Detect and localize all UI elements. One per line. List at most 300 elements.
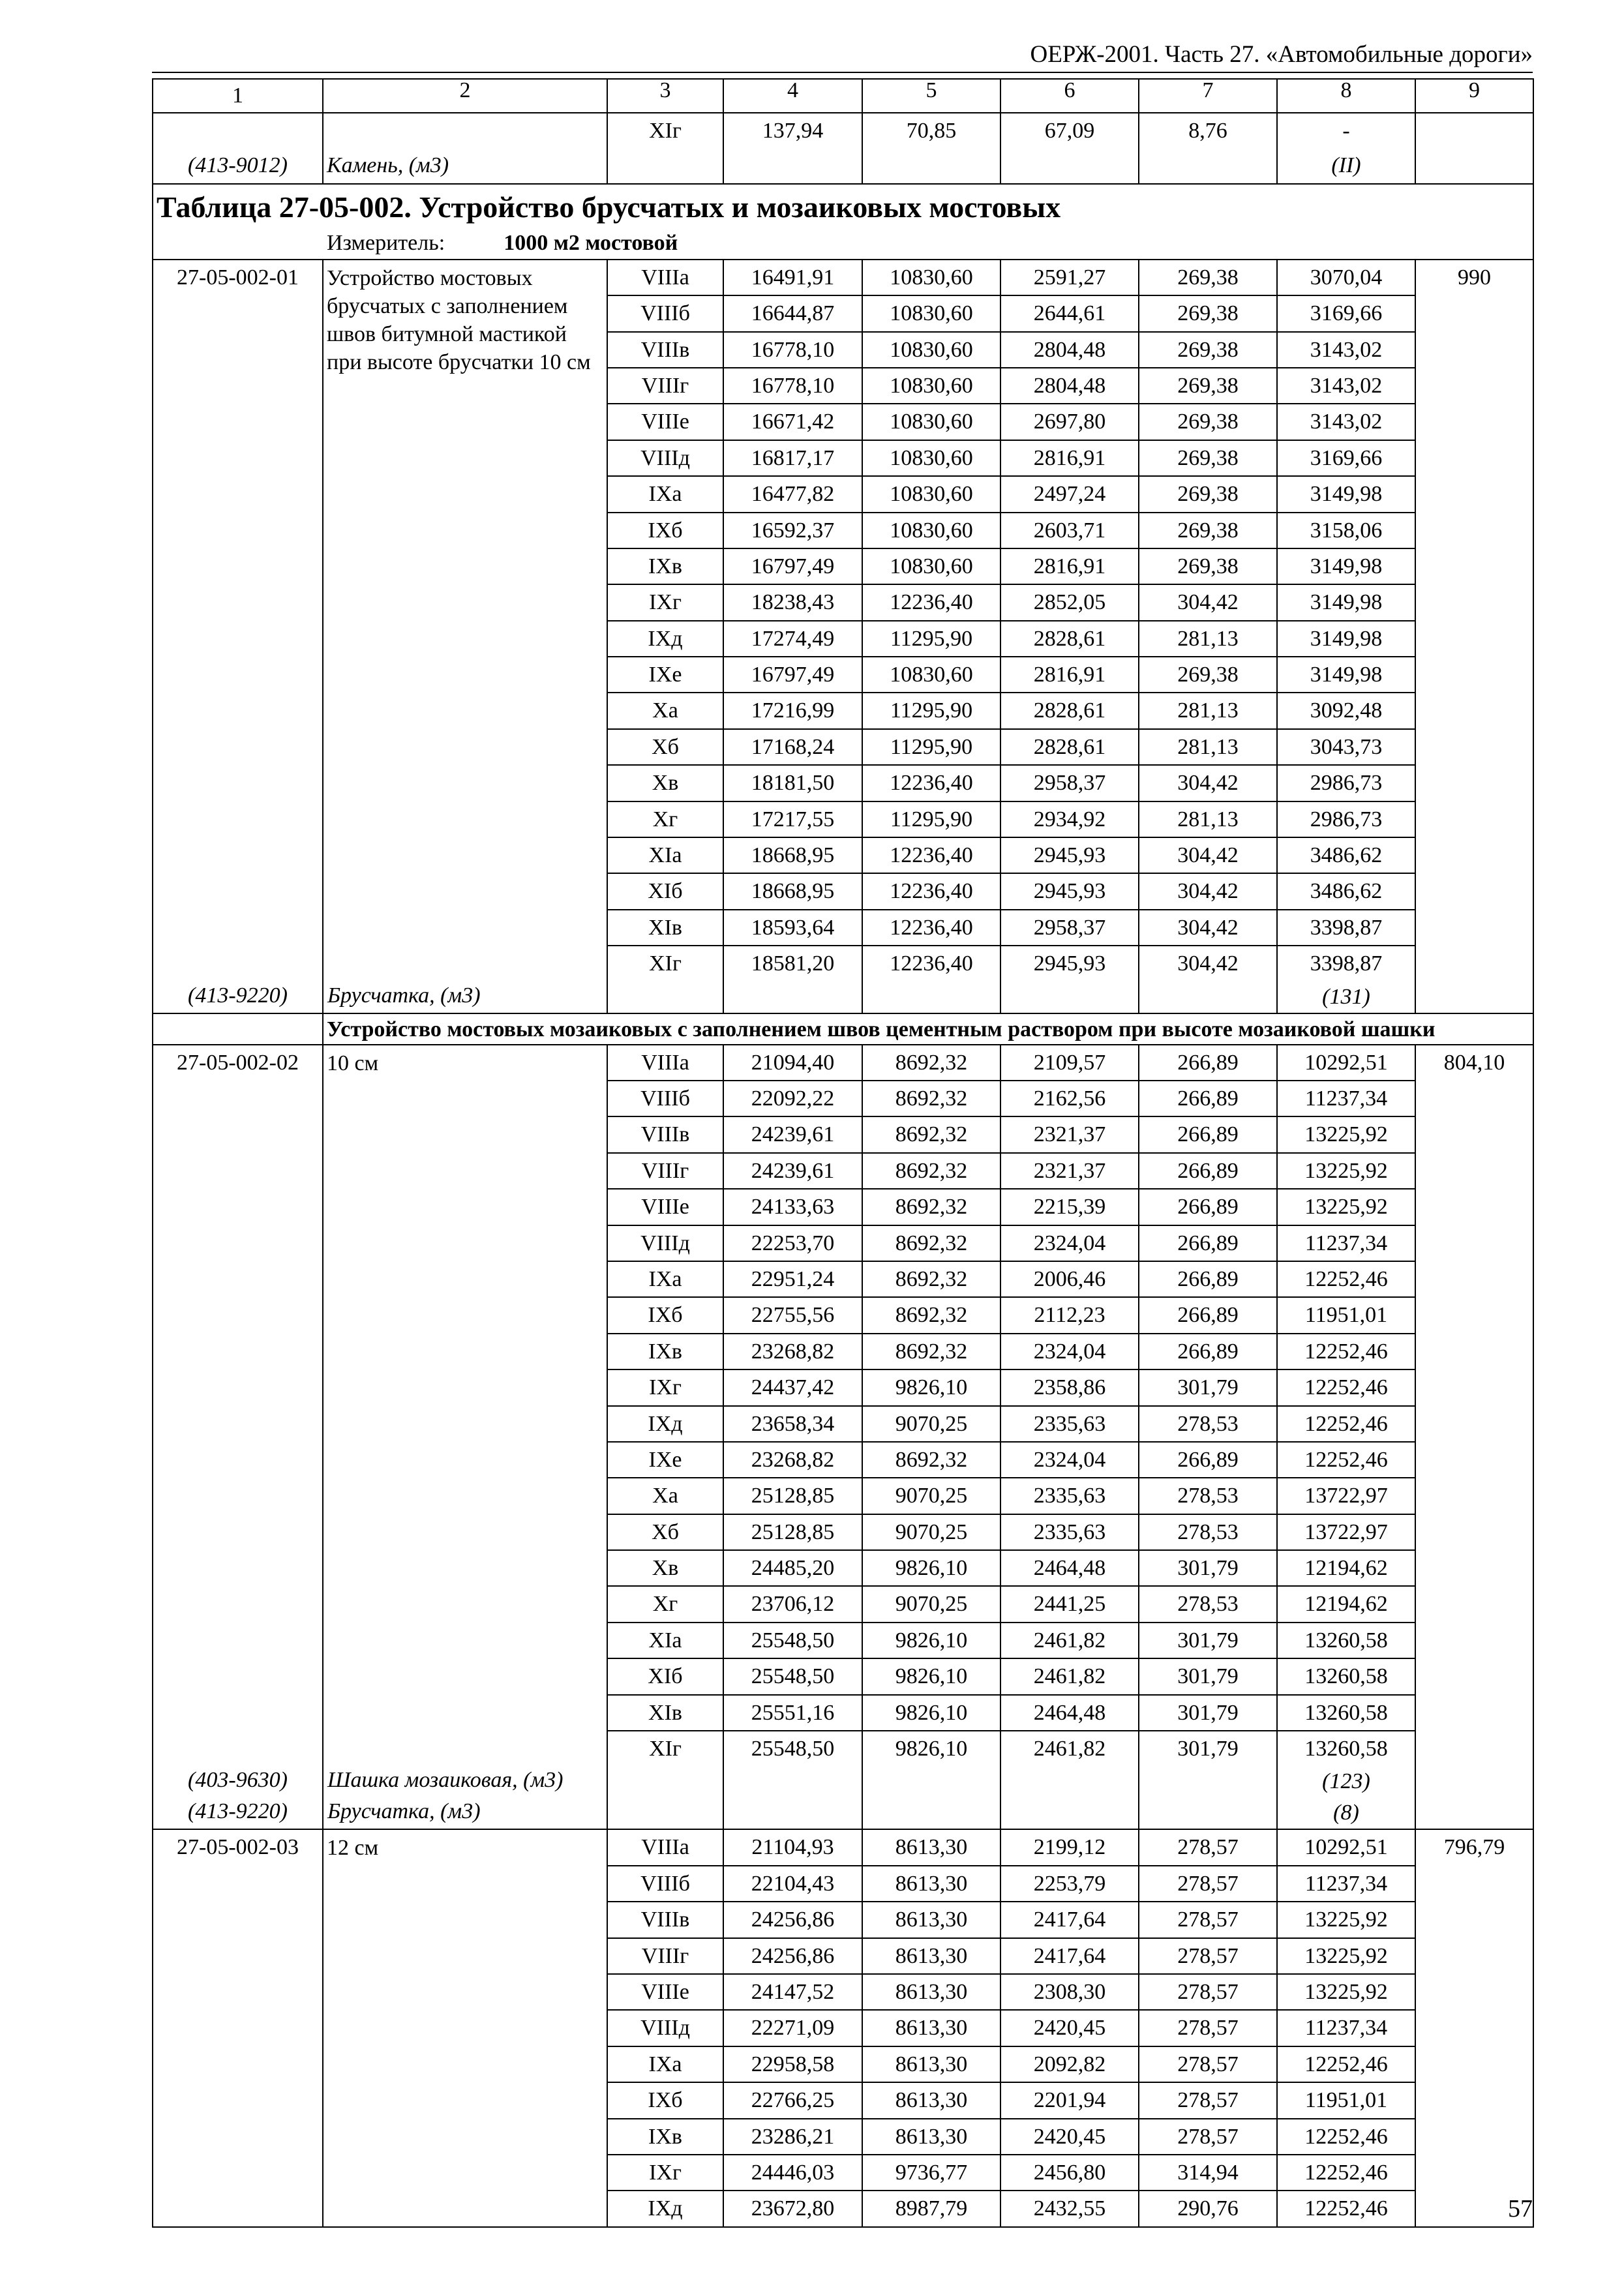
materials-value: 3398,87 [1278, 910, 1415, 946]
materials-value: 3169,66 [1278, 441, 1415, 477]
machinist-wages-value: 301,79 [1139, 1659, 1276, 1695]
wages-value: 10830,60 [863, 477, 1000, 513]
total-cost-value: 23268,82 [724, 1443, 862, 1478]
wages-value: 9736,77 [863, 2155, 1000, 2191]
page-number: 57 [1508, 2195, 1533, 2222]
total-cost-value: 22253,70 [724, 1226, 862, 1262]
materials-value: 11951,01 [1278, 1298, 1415, 1334]
top-block-machines [1000, 113, 1139, 184]
machinist-wages-value: 278,53 [1139, 1478, 1276, 1514]
total-cost-value: 21104,93 [724, 1830, 862, 1866]
s1-code-cell [153, 260, 323, 1013]
machinist-wages-value: 266,89 [1139, 1154, 1276, 1189]
machines-value: 2253,79 [1001, 1866, 1138, 1902]
col-num-1: 1 [153, 79, 323, 113]
total-cost-value: 23706,12 [724, 1587, 862, 1623]
materials-value: 3143,02 [1278, 368, 1415, 404]
wages-value: 8692,32 [863, 1334, 1000, 1370]
wages-value: 8613,30 [863, 1939, 1000, 1975]
machinist-wages-value: 301,79 [1139, 1370, 1276, 1406]
materials-value: 10292,51 [1278, 1045, 1415, 1081]
zone-class-value: IXг [608, 1370, 723, 1406]
machinist-wages-value: 266,89 [1139, 1045, 1276, 1081]
wages-value: 10830,60 [863, 657, 1000, 693]
machines-value: 2828,61 [1001, 730, 1138, 766]
machines-value: 2112,23 [1001, 1298, 1138, 1334]
materials-value: 3092,48 [1278, 693, 1415, 729]
wages-value: 9070,25 [863, 1587, 1000, 1623]
machines-value: 2958,37 [1001, 766, 1138, 801]
machines-value: 2092,82 [1001, 2047, 1138, 2083]
machinist-wages-value: 281,13 [1139, 802, 1276, 838]
zone-class-value: VIIIг [608, 1154, 723, 1189]
total-cost-value: 16644,87 [724, 296, 862, 332]
wages-value: 9070,25 [863, 1478, 1000, 1514]
machines-value: 2497,24 [1001, 477, 1138, 513]
s2-col7 [1139, 1045, 1277, 1830]
zone-class-value: VIIIг [608, 368, 723, 404]
wages-value: 11295,90 [863, 621, 1000, 657]
machines-value: 2308,30 [1001, 1975, 1138, 2011]
machines-value: 2420,45 [1001, 2011, 1138, 2046]
resource-code: (413-9012) [188, 153, 288, 178]
col-num-6: 6 [1000, 79, 1139, 113]
total-cost-value: 17274,49 [724, 621, 862, 657]
machines-value: 2591,27 [1001, 260, 1138, 296]
zone-class-value: VIIIе [608, 1189, 723, 1225]
zone-class-value: VIIIд [608, 2011, 723, 2046]
section-3 [153, 1829, 1533, 2226]
machines-value: 2162,56 [1001, 1081, 1138, 1117]
machinist-wages-value: 278,57 [1139, 1902, 1276, 1938]
machinist-wages-value: 301,79 [1139, 1551, 1276, 1587]
zone-class-value: VIIIг [608, 1939, 723, 1975]
section-1 [153, 260, 1533, 1013]
machines-value: 2417,64 [1001, 1902, 1138, 1938]
machinist-wages-value: 266,89 [1139, 1262, 1276, 1298]
col-num-4: 4 [723, 79, 862, 113]
wages-value: 8692,32 [863, 1226, 1000, 1262]
wages-value: 8692,32 [863, 1081, 1000, 1117]
machinist-wages-value: 278,57 [1139, 2083, 1276, 2119]
wages-value: 12236,40 [863, 838, 1000, 874]
machinist-wages-value: 269,38 [1139, 441, 1276, 477]
s3-code-cell [153, 1829, 323, 2226]
top-block [153, 113, 1533, 184]
wages-value: 8692,32 [863, 1443, 1000, 1478]
materials-value: 3143,02 [1278, 404, 1415, 440]
machines-value: 2461,82 [1033, 1737, 1106, 1761]
machinist-wages-value: 304,42 [1139, 838, 1276, 874]
s3-name-cell [323, 1829, 607, 2226]
wages-value: 8613,30 [863, 2083, 1000, 2119]
zone-class-value: Xг [608, 802, 723, 838]
machines-value: 2461,82 [1001, 1659, 1138, 1695]
total-cost-value: 24485,20 [724, 1551, 862, 1587]
materials-value: 13260,58 [1278, 1623, 1415, 1659]
s2-col4 [723, 1045, 862, 1830]
materials-value: 3149,98 [1278, 585, 1415, 621]
s2-code-cell [153, 1045, 323, 1830]
machines-value: 2461,82 [1001, 1623, 1138, 1659]
zone-class-value: IXа [608, 477, 723, 513]
total-cost-value: 16491,91 [724, 260, 862, 296]
total-cost-value: 25548,50 [751, 1737, 835, 1761]
machines-value: 2215,39 [1001, 1189, 1138, 1225]
machines-value: 2420,45 [1001, 2119, 1138, 2155]
materials-value: 3149,98 [1278, 657, 1415, 693]
zone-class-value: VIIIб [608, 1081, 723, 1117]
wages-value: 10830,60 [863, 368, 1000, 404]
column-number-row [153, 79, 1533, 113]
machines-value: 2109,57 [1001, 1045, 1138, 1081]
total-cost-value: 25548,50 [724, 1623, 862, 1659]
zone-class-value: IXг [608, 585, 723, 621]
materials-value: 2986,73 [1278, 766, 1415, 801]
machinist-wages-value: 266,89 [1139, 1298, 1276, 1334]
machinist-wages-value: 266,89 [1139, 1189, 1276, 1225]
labor-value: 796,79 [1443, 1835, 1505, 1860]
machines-value: 2804,48 [1001, 368, 1138, 404]
zone-class-value: XIг [649, 951, 682, 976]
zone-class-value: XIб [608, 1659, 723, 1695]
wages-value: 9826,10 [863, 1370, 1000, 1406]
machinist-wages-value: 281,13 [1139, 693, 1276, 729]
s2-name-cell [323, 1045, 607, 1830]
wages-value: 10830,60 [863, 333, 1000, 368]
machinist-wages-value: 269,38 [1139, 333, 1276, 368]
s1-col4 [723, 260, 862, 1013]
zone-class-value: Xв [608, 766, 723, 801]
machinist-wages-value: 269,38 [1139, 513, 1276, 549]
table-title-cell [153, 184, 1533, 260]
machines-value: 2828,61 [1001, 693, 1138, 729]
machines-value: 2324,04 [1001, 1334, 1138, 1370]
zone-class-value: IXе [608, 657, 723, 693]
materials-value: 12252,46 [1304, 2196, 1388, 2221]
norm-code: 27-05-002-03 [177, 1835, 299, 1860]
machinist-wages-value: 269,38 [1139, 657, 1276, 693]
s3-col6 [1000, 1829, 1139, 2226]
machinist-wages-value: 266,89 [1139, 1117, 1276, 1153]
measure-line [157, 228, 1533, 259]
machinist-wages-value: 269,38 [1139, 368, 1276, 404]
total-cost-value: 25548,50 [724, 1659, 862, 1695]
total-cost-value: 16817,17 [724, 441, 862, 477]
machines-value: 2945,93 [1033, 951, 1106, 976]
s3-col7 [1139, 1829, 1277, 2226]
machinist-wages-value: 278,57 [1139, 2119, 1276, 2155]
wages-value: 12236,40 [890, 951, 973, 976]
wages-value: 10830,60 [863, 513, 1000, 549]
zone-class-value: IXв [608, 549, 723, 585]
col-num-5: 5 [862, 79, 1000, 113]
machines-value: 2697,80 [1001, 404, 1138, 440]
resource-qty: (8) [1333, 1801, 1359, 1825]
machines-value: 2006,46 [1001, 1262, 1138, 1298]
labor-value: 990 [1458, 265, 1491, 290]
total-cost-value: 24446,03 [724, 2155, 862, 2191]
zone-class-value: VIIIа [608, 1045, 723, 1081]
zone-class-value: XIв [608, 1696, 723, 1731]
zone-class-value: Xа [608, 1478, 723, 1514]
s2-col9 [1415, 1045, 1533, 1830]
machinist-wages-value: 269,38 [1139, 404, 1276, 440]
wages-value: 10830,60 [863, 260, 1000, 296]
total-cost-value: 24256,86 [724, 1939, 862, 1975]
wages-value: 8613,30 [863, 1830, 1000, 1866]
s2-col6 [1000, 1045, 1139, 1830]
total-cost-value: 16592,37 [724, 513, 862, 549]
zone-class-value: IXб [608, 513, 723, 549]
section-2 [153, 1045, 1533, 1830]
total-cost-value: 24147,52 [724, 1975, 862, 2011]
machines-value: 2335,63 [1001, 1515, 1138, 1551]
machinist-wages-value: 269,38 [1139, 260, 1276, 296]
top-block-code-cell [153, 113, 323, 184]
s3-col8 [1277, 1829, 1415, 2226]
materials-value: 10292,51 [1278, 1830, 1415, 1866]
total-cost-value: 18181,50 [724, 766, 862, 801]
machines-value: 2324,04 [1001, 1226, 1138, 1262]
total-cost-value: 16797,49 [724, 549, 862, 585]
total-cost-value: 24239,61 [724, 1117, 862, 1153]
total-cost-value: 17217,55 [724, 802, 862, 838]
s3-col9 [1415, 1829, 1533, 2226]
total-cost-value: 22755,56 [724, 1298, 862, 1334]
norm-name: 10 см [327, 1051, 379, 1075]
machinist-wages-value: 301,79 [1139, 1623, 1276, 1659]
zone-class-value: VIIIд [608, 1226, 723, 1262]
materials-value: 3486,62 [1278, 874, 1415, 910]
materials-value: 3149,98 [1278, 477, 1415, 513]
total-cost-value: 22958,58 [724, 2047, 862, 2083]
resource-code: (413-9220) [188, 983, 288, 1008]
wages-value: 10830,60 [863, 296, 1000, 332]
resource-code: (413-9220) [188, 1799, 288, 1824]
total-cost-value: 16671,42 [724, 404, 862, 440]
zone-class-value: IXг [608, 2155, 723, 2191]
total-cost-value: 18238,43 [724, 585, 862, 621]
materials-value: 12194,62 [1278, 1551, 1415, 1587]
zone-class-value: XIв [608, 910, 723, 946]
zone-class: XIг [649, 119, 682, 143]
s1-name-cell [323, 260, 607, 1013]
machines-value: 2816,91 [1001, 441, 1138, 477]
machinist-wages-value: 266,89 [1139, 1334, 1276, 1370]
machines-value: 2958,37 [1001, 910, 1138, 946]
measure-label: Измеритель: [327, 230, 445, 255]
zone-class-value: VIIIе [608, 1975, 723, 2011]
header-rule [152, 72, 1533, 73]
wages-value: 8613,30 [863, 2011, 1000, 2046]
zone-class-value: Xб [608, 1515, 723, 1551]
machines-value: 2644,61 [1001, 296, 1138, 332]
total-cost-value: 16797,49 [724, 657, 862, 693]
machinist-wages-value: 281,13 [1139, 621, 1276, 657]
total-cost-value: 22951,24 [724, 1262, 862, 1298]
zone-class-value: VIIIа [608, 260, 723, 296]
total-cost-value: 24133,63 [724, 1189, 862, 1225]
machinist-wages-value: 269,38 [1139, 477, 1276, 513]
total-cost-value: 25551,16 [724, 1696, 862, 1731]
total-cost-value: 24437,42 [724, 1370, 862, 1406]
price-table [152, 78, 1534, 2228]
machinist-wages-value: 266,89 [1139, 1443, 1276, 1478]
subheading-row [153, 1013, 1533, 1045]
value: 8,76 [1188, 119, 1227, 143]
total-cost-value: 22271,09 [724, 2011, 862, 2046]
total-cost-value: 18668,95 [724, 838, 862, 874]
materials-value: 11237,34 [1278, 1866, 1415, 1902]
s2-col8 [1277, 1045, 1415, 1830]
machinist-wages-value: 281,13 [1139, 730, 1276, 766]
materials-value: 3169,66 [1278, 296, 1415, 332]
total-cost-value: 23672,80 [751, 2196, 835, 2221]
machinist-wages-value: 301,79 [1177, 1737, 1239, 1761]
norm-name: Устройство мостовых брусчатых с заполнением швов битумной мастикой при высоте брусчатки 10 см [327, 265, 591, 374]
s1-col6 [1000, 260, 1139, 1013]
machinist-wages-value: 301,79 [1139, 1696, 1276, 1731]
s1-col3 [607, 260, 723, 1013]
wages-value: 9826,10 [863, 1696, 1000, 1731]
norm-code: 27-05-002-01 [177, 265, 299, 290]
machinist-wages-value: 304,42 [1139, 766, 1276, 801]
zone-class-value: VIIIв [608, 1902, 723, 1938]
col-num-7: 7 [1139, 79, 1277, 113]
machinist-wages-value: 304,42 [1139, 874, 1276, 910]
wages-value: 8613,30 [863, 2047, 1000, 2083]
total-cost-value: 21094,40 [724, 1045, 862, 1081]
machinist-wages-value: 266,89 [1139, 1081, 1276, 1117]
wages-value: 8987,79 [895, 2196, 968, 2221]
norm-code: 27-05-002-02 [177, 1050, 299, 1075]
zone-class-value: Xб [608, 730, 723, 766]
materials-value: 13260,58 [1278, 1696, 1415, 1731]
col-num-3: 3 [607, 79, 723, 113]
materials-value: 12252,46 [1278, 1443, 1415, 1478]
zone-class-value: VIIIа [608, 1830, 723, 1866]
zone-class-value: XIг [649, 1737, 682, 1761]
machines-value: 2321,37 [1001, 1117, 1138, 1153]
machines-value: 2828,61 [1001, 621, 1138, 657]
s1-col8 [1277, 260, 1415, 1013]
wages-value: 12236,40 [863, 585, 1000, 621]
s3-col3 [607, 1829, 723, 2226]
total-cost-value: 25128,85 [724, 1515, 862, 1551]
materials-value: 12252,46 [1278, 1262, 1415, 1298]
wages-value: 12236,40 [863, 910, 1000, 946]
top-block-wages [862, 113, 1000, 184]
s1-col9 [1415, 260, 1533, 1013]
top-block-name-cell [323, 113, 607, 184]
wages-value: 10830,60 [863, 404, 1000, 440]
machinist-wages-value: 269,38 [1139, 549, 1276, 585]
resource-name: Камень, (м3) [327, 153, 449, 178]
materials-value: 13260,58 [1304, 1737, 1388, 1761]
subheading-blank [153, 1013, 323, 1045]
s1-col7 [1139, 260, 1277, 1013]
machines-value: 2852,05 [1001, 585, 1138, 621]
wages-value: 12236,40 [863, 874, 1000, 910]
machines-value: 2441,25 [1001, 1587, 1138, 1623]
materials-value: 12252,46 [1278, 2155, 1415, 2191]
zone-class-value: IXд [608, 621, 723, 657]
materials-value: 13225,92 [1278, 1975, 1415, 2011]
materials-value: 3486,62 [1278, 838, 1415, 874]
machines-value: 2335,63 [1001, 1478, 1138, 1514]
wages-value: 9070,25 [863, 1407, 1000, 1443]
materials-value: 3149,98 [1278, 549, 1415, 585]
resource-name: Брусчатка, (м3) [327, 1799, 481, 1824]
zone-class-value: IXа [608, 1262, 723, 1298]
machinist-wages-value: 304,42 [1177, 951, 1239, 976]
total-cost-value: 23658,34 [724, 1407, 862, 1443]
wages-value: 12236,40 [863, 766, 1000, 801]
zone-class-value: Xв [608, 1551, 723, 1587]
resource-qty: (II) [1331, 153, 1361, 178]
s2-col3 [607, 1045, 723, 1830]
materials-value: 2986,73 [1278, 802, 1415, 838]
zone-class-value: IXв [608, 2119, 723, 2155]
materials-value: 3158,06 [1278, 513, 1415, 549]
machinist-wages-value: 304,42 [1139, 910, 1276, 946]
materials-value: 12252,46 [1278, 2119, 1415, 2155]
subheading-cell [323, 1013, 1533, 1045]
s3-col5 [862, 1829, 1000, 2226]
total-cost-value: 16477,82 [724, 477, 862, 513]
wages-value: 8692,32 [863, 1298, 1000, 1334]
table-title: Таблица 27-05-002. Устройство брусчатых и мозаиковых мостовых [157, 190, 1061, 224]
machines-value: 2464,48 [1001, 1696, 1138, 1731]
labor-value: 804,10 [1443, 1050, 1505, 1075]
measure-value: 1000 м2 мостовой [504, 230, 678, 255]
wages-value: 10830,60 [863, 441, 1000, 477]
total-cost-value: 18581,20 [751, 951, 835, 976]
machinist-wages-value: 314,94 [1139, 2155, 1276, 2191]
resource-qty: (131) [1322, 984, 1370, 1009]
machinist-wages-value: 278,57 [1139, 1939, 1276, 1975]
materials-value: 3149,98 [1278, 621, 1415, 657]
zone-class-value: IXб [608, 2083, 723, 2119]
table-title-row [153, 184, 1533, 260]
wages-value: 8613,30 [863, 1866, 1000, 1902]
zone-class-value: Xа [608, 693, 723, 729]
materials-value: 13225,92 [1278, 1117, 1415, 1153]
wages-value: 11295,90 [863, 693, 1000, 729]
wages-value: 8692,32 [863, 1154, 1000, 1189]
materials-value: 12252,46 [1278, 1370, 1415, 1406]
machines-value: 2199,12 [1001, 1830, 1138, 1866]
machinist-wages-value: 278,57 [1139, 1866, 1276, 1902]
value: 137,94 [762, 119, 824, 143]
machines-value: 2417,64 [1001, 1939, 1138, 1975]
total-cost-value: 22104,43 [724, 1866, 862, 1902]
machines-value: 2816,91 [1001, 657, 1138, 693]
materials-value: 12252,46 [1278, 1407, 1415, 1443]
zone-class-value: VIIIб [608, 1866, 723, 1902]
materials-value: 3043,73 [1278, 730, 1415, 766]
zone-class-value: IXд [648, 2196, 683, 2221]
wages-value: 9826,10 [863, 1551, 1000, 1587]
machinist-wages-value: 290,76 [1177, 2196, 1239, 2221]
s3-col4 [723, 1829, 862, 2226]
machines-value: 2201,94 [1001, 2083, 1138, 2119]
materials-value: 3070,04 [1278, 260, 1415, 296]
machinist-wages-value: 269,38 [1139, 296, 1276, 332]
resource-name: Шашка мозаиковая, (м3) [327, 1768, 564, 1793]
machines-value: 2464,48 [1001, 1551, 1138, 1587]
